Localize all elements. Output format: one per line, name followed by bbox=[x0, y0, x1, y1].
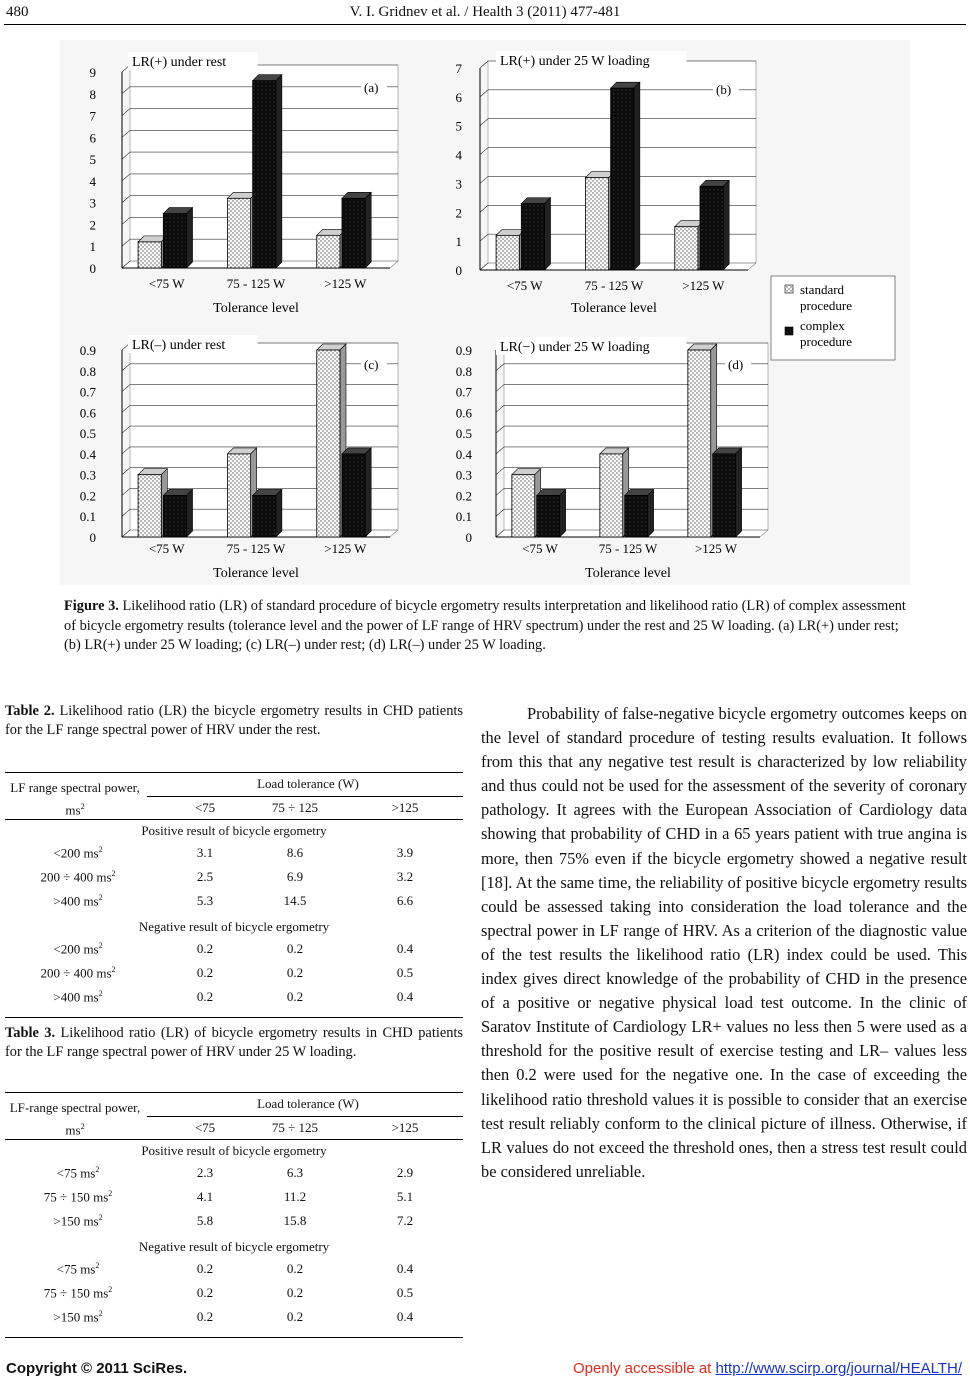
table-cell: 0.2 bbox=[196, 1309, 214, 1324]
chart-c-title: LR(–) under rest bbox=[132, 338, 226, 353]
table-cell: 5.3 bbox=[196, 893, 214, 908]
chart-b-bar-standard bbox=[675, 227, 698, 270]
chart-c-bar-side bbox=[187, 489, 193, 537]
table-row-label: 75 ÷ 150 $ms^2$ bbox=[43, 1285, 113, 1301]
chart-b-ytick-label: 2 bbox=[455, 205, 462, 221]
chart-a-bar-standard bbox=[227, 198, 250, 268]
table-column-header: >125 bbox=[391, 800, 419, 815]
chart-d-gridline-side bbox=[496, 447, 504, 454]
table-cell: 0.2 bbox=[196, 965, 214, 980]
table2-caption-text: Likelihood ratio (LR) the bicycle ergometry results in CHD patients for the LF range spectral power of HRV under the rest. bbox=[5, 703, 463, 738]
chart-a-bar-complex bbox=[342, 198, 365, 268]
table2-label: Table 2. bbox=[5, 703, 55, 719]
chart-d-bar-complex bbox=[713, 454, 736, 537]
table-row-label: >150 $ms^2$ bbox=[53, 1213, 103, 1229]
table-cell: 0.4 bbox=[396, 941, 414, 956]
page-number: 480 bbox=[6, 4, 29, 20]
table-top-rule bbox=[5, 772, 463, 773]
chart-b-title: LR(+) under 25 W loading bbox=[500, 54, 650, 69]
table-bottom-rule bbox=[5, 1017, 463, 1018]
table-cell: 0.5 bbox=[396, 1285, 414, 1300]
chart-c-gridline-side bbox=[122, 426, 130, 433]
table-row-label: <200 $ms^2$ bbox=[53, 845, 103, 861]
chart-c-ytick-label: 0.9 bbox=[79, 343, 96, 358]
footer-copyright: Copyright © 2011 SciRes. bbox=[6, 1360, 188, 1377]
chart-b-gridline-side bbox=[480, 148, 488, 155]
figure-caption bbox=[64, 597, 910, 656]
chart-b-ytick-label: 7 bbox=[455, 61, 462, 76]
chart-c-ytick-label: 0.6 bbox=[79, 405, 96, 421]
chart-b-bar-side bbox=[545, 198, 551, 270]
table-cell: 3.1 bbox=[196, 845, 214, 860]
chart-d-ytick-label: 0.6 bbox=[455, 405, 472, 421]
figure-caption-text: Likelihood ratio (LR) of standard procedure of bicycle ergometry results interpretation and likelihood ratio (LR) of complex assessment of bicycle ergometry results (tolerance level and the power of LF range of HRV spectrum) under the rest and 25 W loading. (a) LR(+) under rest; (b) LR(+) under 25 W loading; (c) LR(–) under rest; (d) LR(–) under 25 W loading. bbox=[64, 598, 906, 653]
chart-b-gridline-side bbox=[480, 176, 488, 183]
chart-c-panel-label: (c) bbox=[364, 357, 379, 372]
chart-d-gridline-side bbox=[496, 385, 504, 392]
table-cell: 6.3 bbox=[286, 1165, 304, 1180]
table-cell: 0.2 bbox=[196, 1285, 214, 1300]
chart-b-bar-complex bbox=[611, 88, 634, 270]
chart-a-gridline-side bbox=[122, 87, 130, 94]
table-2 bbox=[5, 772, 463, 1012]
body-paragraph bbox=[481, 702, 967, 1184]
chart-c-bar-complex bbox=[342, 454, 365, 537]
table2-caption bbox=[5, 702, 463, 740]
table-section-title: Positive result of bicycle ergometry bbox=[141, 1143, 327, 1158]
chart-b-gridline-side bbox=[480, 90, 488, 97]
footer-access-text: Openly accessible at bbox=[572, 1360, 716, 1377]
table-header-rule bbox=[5, 1139, 463, 1140]
table-cell: 0.2 bbox=[286, 965, 304, 980]
chart-b-ytick-label: 5 bbox=[455, 118, 462, 134]
table-cell: 0.2 bbox=[286, 1285, 304, 1300]
chart-c-bar-standard bbox=[138, 475, 161, 537]
chart-a-gridline-side bbox=[122, 130, 130, 137]
table-section-title: Positive result of bicycle ergometry bbox=[141, 823, 327, 838]
chart-b-bar-complex bbox=[521, 204, 544, 270]
chart-b-bar-side bbox=[723, 180, 729, 270]
table-cell: 0.4 bbox=[396, 1309, 414, 1324]
legend-swatch-standard bbox=[785, 285, 793, 293]
table-column-header: 75 ÷ 125 bbox=[271, 1120, 319, 1135]
table-row-label: >150 $ms^2$ bbox=[53, 1309, 103, 1325]
chart-d-gridline-side bbox=[496, 468, 504, 475]
chart-a-ytick-label: 6 bbox=[89, 130, 96, 146]
table-row-label: >400 $ms^2$ bbox=[53, 989, 103, 1005]
table-cell: 0.2 bbox=[196, 941, 214, 956]
chart-c-ytick-label: 0 bbox=[89, 530, 96, 545]
chart-c-bar-side bbox=[276, 489, 282, 537]
chart-d-x-axis-label: Tolerance level bbox=[585, 566, 671, 581]
footer-journal-link[interactable]: http://www.scirp.org/journal/HEALTH/ bbox=[715, 1360, 962, 1377]
table-cell: 5.8 bbox=[196, 1213, 214, 1228]
chart-a-ytick-label: 5 bbox=[89, 152, 96, 168]
chart-a-category-label: >125 W bbox=[324, 276, 367, 291]
table-group-header: Load tolerance (W) bbox=[257, 1096, 359, 1111]
chart-b-ytick-label: 0 bbox=[455, 263, 462, 278]
table-row-label: >400 $ms^2$ bbox=[53, 893, 103, 909]
chart-a-ytick-label: 0 bbox=[89, 261, 96, 276]
table-group-header: Load tolerance (W) bbox=[257, 776, 359, 791]
chart-b-x-axis-label: Tolerance level bbox=[571, 301, 657, 316]
table-cell: 3.9 bbox=[396, 845, 414, 860]
table-cell: 2.5 bbox=[196, 869, 214, 884]
table-cell: 4.1 bbox=[196, 1189, 214, 1204]
table-cell: 5.1 bbox=[396, 1189, 414, 1204]
chart-d-ytick-label: 0.9 bbox=[455, 343, 472, 358]
table-cell: 8.6 bbox=[286, 845, 304, 860]
table-cell: 11.2 bbox=[283, 1189, 307, 1204]
figure-3 bbox=[60, 40, 910, 585]
chart-a-bar-side bbox=[365, 192, 371, 268]
chart-d-bar-side bbox=[736, 448, 742, 537]
table-column-header: >125 bbox=[391, 1120, 419, 1135]
chart-b-gridline-side bbox=[480, 119, 488, 126]
footer-access bbox=[573, 1360, 962, 1377]
chart-a-bar-standard bbox=[138, 242, 161, 268]
chart-d-panel-label: (d) bbox=[728, 357, 744, 372]
chart-d-gridline-side bbox=[496, 364, 504, 371]
chart-d-title: LR(−) under 25 W loading bbox=[500, 340, 650, 355]
chart-a-panel-label: (a) bbox=[364, 80, 379, 95]
chart-a-category-label: <75 W bbox=[148, 276, 185, 291]
table-cell: 6.9 bbox=[286, 869, 304, 884]
table-top-rule bbox=[5, 1092, 463, 1093]
chart-a-ytick-label: 1 bbox=[89, 239, 96, 255]
table-cell: 0.2 bbox=[286, 941, 304, 956]
chart-c-gridline-side bbox=[122, 488, 130, 495]
table-section-title: Negative result of bicycle ergometry bbox=[138, 1239, 330, 1254]
chart-b-bar-side bbox=[634, 82, 640, 270]
chart-b-ytick-label: 6 bbox=[455, 89, 462, 105]
chart-a-ytick-label: 8 bbox=[89, 86, 96, 102]
chart-b-gridline-side bbox=[480, 234, 488, 241]
chart-a-bar-standard bbox=[317, 235, 340, 268]
chart-b-gridline-side bbox=[480, 61, 488, 68]
chart-c-ytick-label: 0.7 bbox=[79, 384, 96, 400]
chart-d-category-label: >125 W bbox=[694, 541, 738, 556]
table-cell: 0.4 bbox=[396, 1261, 414, 1276]
chart-c-gridline-side bbox=[122, 364, 130, 371]
chart-a-bar-complex bbox=[163, 214, 186, 268]
chart-c-gridline-side bbox=[122, 468, 130, 475]
table-cell: 15.8 bbox=[283, 1213, 307, 1228]
chart-d-category-label: <75 W bbox=[522, 541, 558, 556]
chart-c-ytick-label: 0.2 bbox=[79, 488, 96, 504]
body-text: Probability of false-negative bicycle ergometry outcomes keeps on the level of standard procedure of testing results evaluation. It follows from this that any negative test result is characterized by low reliability and thus could not be used for the assessment of the severity of coronary pathology. It agrees with the European Association of Cardiology data showing that probability of CHD in a 65 years patient with true angina is more, then 75% even if the bicycle ergometry showed a negative result [18]. At the same time, the reliability of positive bicycle ergometry results could be assessed taking into consideration the load tolerance and the spectral power in LF range of HRV. As a criterion of the diagnostic value of the test results the likelihood ratio (LR) index could be used. This index gives direct knowledge of the probability of CHD in the presence of a positive or negative physical load test outcome. In the clinic of Saratov Institute of Cardiology LR+ values no less then 5 were used as a threshold for the positive result of exercise testing and LR– values less then 0.2 were used for the negative one. In the case of exceeding the likelihood ratio threshold values it is possible to consider that an exercise test result reliably conform to the clinical picture of illness. Otherwise, if LR values do not exceed the threshold ones, then a stress test result could be considered unreliable. bbox=[481, 704, 967, 1181]
chart-d-bar-standard bbox=[600, 454, 623, 537]
legend-label-standard-1: standard bbox=[800, 282, 845, 297]
chart-d-gridline-side bbox=[496, 405, 504, 412]
table-cell: 0.2 bbox=[286, 989, 304, 1004]
table-3 bbox=[5, 1092, 463, 1332]
table-group-rule bbox=[147, 796, 463, 797]
chart-d-ytick-label: 0.2 bbox=[455, 488, 472, 504]
chart-c-bar-standard bbox=[317, 350, 340, 537]
chart-b-ytick-label: 1 bbox=[455, 234, 462, 250]
table-row-label: <75 $ms^2$ bbox=[56, 1261, 100, 1277]
table-row-label: 75 ÷ 150 $ms^2$ bbox=[43, 1189, 113, 1205]
running-head: V. I. Gridnev et al. / Health 3 (2011) 477-481 bbox=[349, 4, 621, 20]
table-row-label: <200 $ms^2$ bbox=[53, 941, 103, 957]
chart-b-bar-standard bbox=[496, 235, 519, 270]
chart-c-ytick-label: 0.8 bbox=[79, 363, 96, 379]
chart-d-ytick-label: 0.8 bbox=[455, 363, 472, 379]
chart-c-bar-complex bbox=[163, 495, 186, 537]
chart-a-gridline-side bbox=[122, 239, 130, 246]
table-section-title: Negative result of bicycle ergometry bbox=[138, 919, 330, 934]
chart-c-bar-side bbox=[365, 448, 371, 537]
chart-d-ytick-label: 0.1 bbox=[455, 509, 472, 525]
table-column-header: 75 ÷ 125 bbox=[271, 800, 319, 815]
header-rule bbox=[4, 24, 966, 25]
chart-c-x-axis-label: Tolerance level bbox=[213, 566, 299, 581]
chart-a-gridline-side bbox=[122, 174, 130, 181]
chart-a-ytick-label: 3 bbox=[89, 195, 96, 211]
chart-c-bar-standard bbox=[227, 454, 250, 537]
chart-b-bar-standard bbox=[585, 178, 608, 270]
chart-a-bar-complex bbox=[253, 81, 276, 268]
table-group-rule bbox=[147, 1116, 463, 1117]
chart-c-ytick-label: 0.4 bbox=[79, 446, 96, 462]
chart-d-bar-side bbox=[560, 489, 566, 537]
chart-c-ytick-label: 0.5 bbox=[79, 426, 96, 442]
chart-a-bar-side bbox=[187, 208, 193, 268]
chart-c-gridline-side bbox=[122, 385, 130, 392]
chart-d-ytick-label: 0 bbox=[465, 530, 472, 545]
table3-label: Table 3. bbox=[5, 1025, 56, 1041]
table-column-header: <75 bbox=[194, 1120, 216, 1135]
chart-c-gridline-side bbox=[122, 447, 130, 454]
chart-b-ytick-label: 3 bbox=[455, 176, 462, 192]
table3-caption-text: Likelihood ratio (LR) of bicycle ergometry results in CHD patients for the LF range spectral power of HRV under 25 W loading. bbox=[5, 1025, 463, 1060]
table-row-header: LF-range spectral power, $ms^2$ bbox=[9, 1100, 141, 1138]
table-cell: 6.6 bbox=[396, 893, 414, 908]
table-header-rule bbox=[5, 819, 463, 820]
chart-b-panel-label: (b) bbox=[716, 82, 732, 97]
chart-a-ytick-label: 2 bbox=[89, 217, 96, 233]
chart-c-gridline-side bbox=[122, 509, 130, 516]
table-cell: 0.2 bbox=[286, 1309, 304, 1324]
table-cell: 2.9 bbox=[396, 1165, 414, 1180]
chart-a-x-axis-label: Tolerance level bbox=[213, 301, 299, 316]
chart-c-bar-complex bbox=[253, 495, 276, 537]
table-cell: 2.3 bbox=[196, 1165, 214, 1180]
legend-label-complex-2: procedure bbox=[800, 334, 852, 349]
chart-d-ytick-label: 0.3 bbox=[455, 467, 472, 483]
chart-d-gridline-side bbox=[496, 426, 504, 433]
table-row-label: 200 ÷ 400 $ms^2$ bbox=[40, 869, 116, 885]
chart-c-category-label: 75 - 125 W bbox=[226, 541, 286, 556]
table-cell: 14.5 bbox=[283, 893, 307, 908]
chart-a-gridline-side bbox=[122, 196, 130, 203]
legend-label-standard-2: procedure bbox=[800, 298, 852, 313]
table3-caption bbox=[5, 1024, 463, 1062]
table-bottom-rule bbox=[5, 1337, 463, 1338]
legend-label-complex-1: complex bbox=[800, 318, 845, 333]
chart-b-category-label: <75 W bbox=[506, 278, 543, 293]
chart-b-category-label: >125 W bbox=[682, 278, 725, 293]
chart-d-ytick-label: 0.5 bbox=[455, 426, 472, 442]
legend-swatch-complex bbox=[785, 327, 793, 335]
chart-c-category-label: >125 W bbox=[324, 541, 367, 556]
chart-a-title: LR(+) under rest bbox=[132, 55, 227, 70]
chart-d-gridline-side bbox=[496, 509, 504, 516]
chart-c-category-label: <75 W bbox=[148, 541, 185, 556]
table-cell: 3.2 bbox=[396, 869, 414, 884]
chart-d-gridline-side bbox=[496, 488, 504, 495]
chart-d-ytick-label: 0.7 bbox=[455, 384, 472, 400]
chart-c-ytick-label: 0.3 bbox=[79, 467, 96, 483]
table-row-label: 200 ÷ 400 $ms^2$ bbox=[40, 965, 116, 981]
chart-a-gridline-side bbox=[122, 109, 130, 116]
chart-d-bar-complex bbox=[537, 495, 560, 537]
chart-b-ytick-label: 4 bbox=[455, 147, 462, 163]
chart-b-bar-complex bbox=[700, 186, 723, 270]
chart-d-category-label: 75 - 125 W bbox=[598, 541, 658, 556]
chart-b-category-label: 75 - 125 W bbox=[584, 278, 644, 293]
chart-d-bar-standard bbox=[688, 350, 711, 537]
chart-a-gridline-side bbox=[122, 152, 130, 159]
table-cell: 7.2 bbox=[396, 1213, 414, 1228]
figure-caption-label: Figure 3. bbox=[64, 598, 119, 614]
chart-a-category-label: 75 - 125 W bbox=[226, 276, 286, 291]
chart-c-gridline-side bbox=[122, 405, 130, 412]
chart-a-ytick-label: 7 bbox=[89, 108, 96, 124]
chart-b-gridline-side bbox=[480, 205, 488, 212]
table-row-header: LF range spectral power, $ms^2$ bbox=[10, 780, 140, 818]
table-cell: 0.2 bbox=[196, 1261, 214, 1276]
chart-c-ytick-label: 0.1 bbox=[79, 509, 96, 525]
chart-a-bar-side bbox=[276, 75, 282, 268]
chart-a-gridline-side bbox=[122, 217, 130, 224]
table-cell: 0.2 bbox=[196, 989, 214, 1004]
chart-d-ytick-label: 0.4 bbox=[455, 446, 472, 462]
chart-a-ytick-label: 9 bbox=[89, 65, 96, 80]
table-cell: 0.4 bbox=[396, 989, 414, 1004]
table-column-header: <75 bbox=[194, 800, 216, 815]
table-cell: 0.2 bbox=[286, 1261, 304, 1276]
chart-d-bar-complex bbox=[625, 495, 648, 537]
chart-d-bar-standard bbox=[512, 475, 535, 537]
chart-d-bar-side bbox=[648, 489, 654, 537]
chart-a-ytick-label: 4 bbox=[89, 173, 96, 189]
table-cell: 0.5 bbox=[396, 965, 414, 980]
table-row-label: <75 $ms^2$ bbox=[56, 1165, 100, 1181]
